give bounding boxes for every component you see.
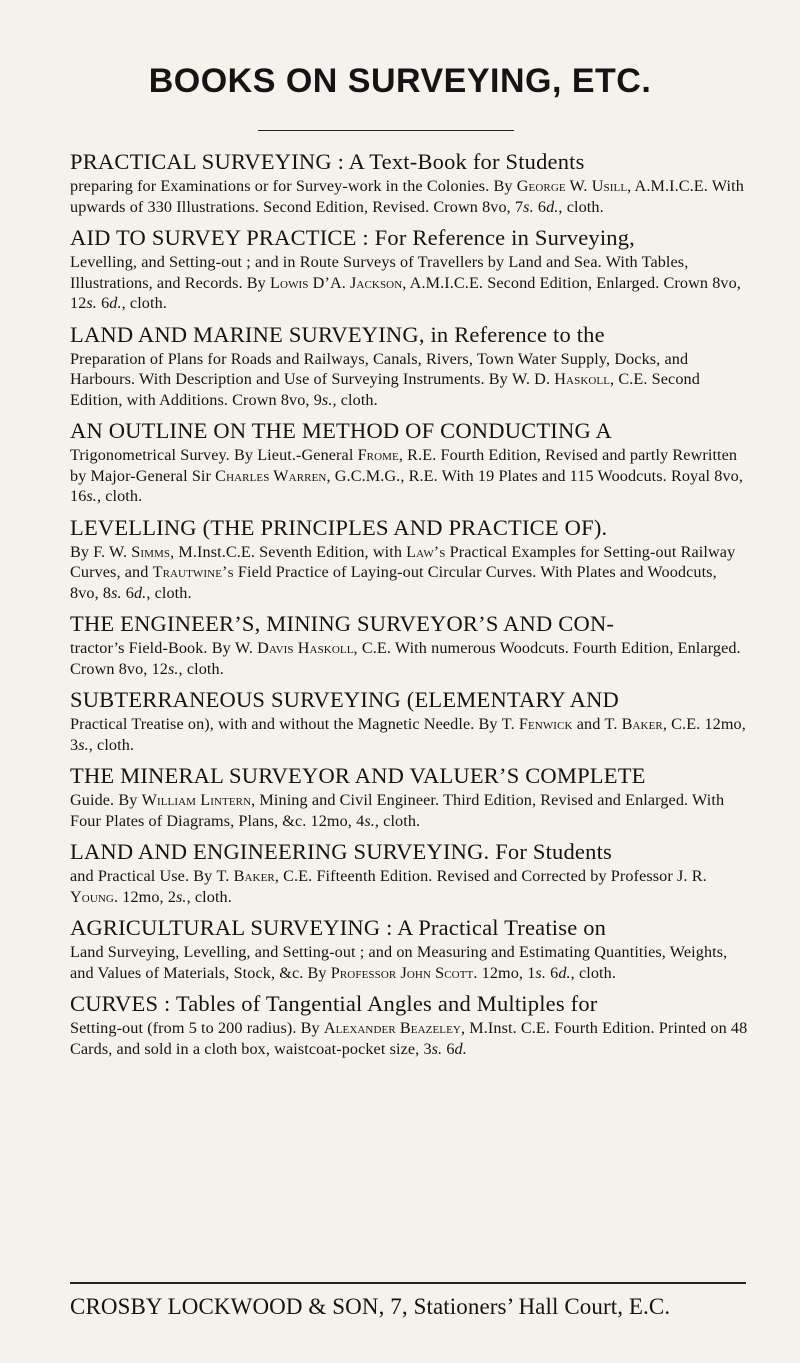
book-title: AID TO SURVEY PRACTICE : For Reference in Surveying, — [70, 225, 636, 250]
book-description: Practical Treatise on), with and without the Magnetic Needle. By T. Fenwick and T. Baker, C.E. 12mo, 3s., cloth. — [70, 715, 746, 754]
book-description: Land Surveying, Levelling, and Setting-out ; and on Measuring and Estimating Quantities, Weights, and Values of Materials, Stock, &c. By Professor John Scott. 12mo, 1s. 6d., cloth. — [70, 943, 728, 982]
book-entry — [70, 762, 748, 831]
heading-rule — [258, 130, 514, 131]
book-entry — [70, 610, 748, 679]
book-title: LEVELLING (THE PRINCIPLES AND PRACTICE OF). — [70, 514, 608, 540]
book-description: preparing for Examinations or for Survey-work in the Colonies. By George W. Usill, A.M.I.C.E. With upwards of 330 Illustrations. Second Edition, Revised. Crown 8vo, 7s. 6d., cloth. — [70, 177, 744, 216]
book-entry — [70, 514, 748, 604]
book-title: LAND AND MARINE SURVEYING, in Reference to the — [70, 321, 605, 347]
book-title: THE MINERAL SURVEYOR AND VALUER’S COMPLETE — [70, 763, 646, 788]
book-title: AN OUTLINE ON THE METHOD OF CONDUCTING A — [70, 418, 612, 443]
author-name: T. Baker — [216, 867, 275, 885]
author-name: T. Fenwick — [501, 715, 573, 733]
book-title: AGRICULTURAL SURVEYING : A Practical Treatise on — [70, 915, 607, 940]
book-title: LAND AND ENGINEERING SURVEYING. For Students — [70, 839, 612, 864]
book-description: Guide. By William Lintern, Mining and Civil Engineer. Third Edition, Revised and Enlarged. With Four Plates of Diagrams, Plans, &c. 12mo, 4s., cloth. — [70, 791, 725, 830]
author-name: George W. Usill — [516, 177, 628, 195]
book-entry — [70, 914, 748, 983]
page-heading: BOOKS ON SURVEYING, ETC. — [148, 62, 652, 100]
book-list — [70, 148, 748, 1066]
book-title: PRACTICAL SURVEYING : A Text-Book for Students — [70, 149, 585, 174]
book-description: Setting-out (from 5 to 200 radius). By Alexander Beazeley, M.Inst. C.E. Fourth Edition. Printed on 48 Cards, and sold in a cloth box, waistcoat-pocket size, 3s. 6d. — [70, 1019, 748, 1058]
book-description: By F. W. Simms, M.Inst.C.E. Seventh Edition, with Law’s Practical Examples for Setting-out Railway Curves, and Trautwine’s Field Practice of Laying-out Circular Curves. With Plates and Woodcuts, 8vo, 8s. 6d., cloth. — [70, 542, 736, 602]
book-title: SUBTERRANEOUS SURVEYING (ELEMENTARY AND — [70, 687, 619, 712]
author-name: Frome — [357, 446, 399, 464]
book-entry — [70, 321, 748, 411]
book-title: THE ENGINEER’S, MINING SURVEYOR’S AND CON- — [70, 611, 615, 636]
author-name: W. D. Haskoll — [512, 370, 611, 388]
book-description: Trigonometrical Survey. By Lieut.-General Frome, R.E. Fourth Edition, Revised and partly Rewritten by Major-General Sir Charles Warren, G.C.M.G., R.E. With 19 Plates and 115 Woodcuts. Royal 8vo, 16s., cloth. — [70, 446, 743, 505]
book-description: Levelling, and Setting-out ; and in Route Surveys of Travellers by Land and Sea. With Tables, Illustrations, and Records. By Lowis D’A. Jackson, A.M.I.C.E. Second Edition, Enlarged. Crown 8vo, 12s. 6d., cloth. — [70, 253, 741, 312]
book-title: CURVES : Tables of Tangential Angles and Multiples for — [70, 991, 598, 1016]
publisher-footer: CROSBY LOCKWOOD & SON, 7, Stationers’ Hall Court, E.C. — [70, 1294, 671, 1319]
book-entry — [70, 686, 748, 755]
author-name: J. R. Young — [70, 867, 707, 906]
author-name: F. W. Simms — [93, 542, 171, 561]
author-name: T. Baker — [604, 715, 663, 733]
author-name: Alexander Beazeley — [323, 1019, 461, 1037]
book-entry — [70, 990, 748, 1059]
book-description: and Practical Use. By T. Baker, C.E. Fifteenth Edition. Revised and Corrected by Professor J. R. Young. 12mo, 2s., cloth. — [70, 867, 707, 906]
book-entry — [70, 224, 748, 314]
author-name: Professor John Scott — [330, 963, 474, 982]
author-name: Charles Warren — [215, 466, 327, 485]
book-entry — [70, 148, 748, 217]
author-name: W. Davis Haskoll — [234, 639, 354, 657]
book-description: Preparation of Plans for Roads and Railways, Canals, Rivers, Town Water Supply, Docks, and Harbours. With Description and Use of Surveying Instruments. By W. D. Haskoll, C.E. Second Edition, with Additions. Crown 8vo, 9s., cloth. — [70, 349, 700, 409]
footer-rule — [70, 1282, 746, 1284]
book-entry — [70, 417, 748, 507]
author-name: Lowis D’A. Jackson — [270, 273, 403, 292]
book-description: tractor’s Field-Book. By W. Davis Haskoll, C.E. With numerous Woodcuts. Fourth Edition, Enlarged. Crown 8vo, 12s., cloth. — [70, 639, 741, 678]
book-entry — [70, 838, 748, 907]
author-name: William Lintern — [141, 791, 252, 809]
